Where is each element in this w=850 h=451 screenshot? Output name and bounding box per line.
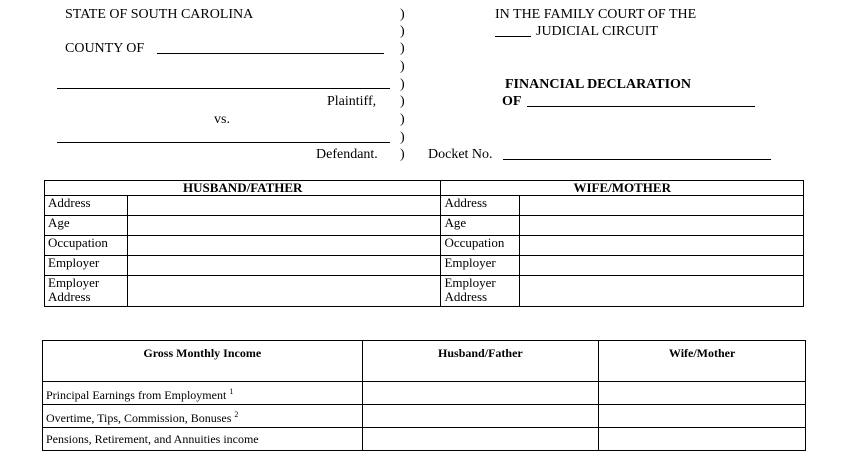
income-label-text: Overtime, Tips, Commission, Bonuses [46,410,232,425]
party-header-row [45,181,804,196]
plaintiff-name-field[interactable] [57,88,390,89]
paren: ) [400,130,405,145]
table-row [45,256,804,276]
wife-header: WIFE/MOTHER [441,181,804,196]
wife-employer-address-field[interactable] [520,276,804,307]
row-label-line: Employer [48,275,100,290]
row-label: Occupation [45,236,128,256]
row-label: Address [45,196,128,216]
husband-age-field[interactable] [127,216,441,236]
footnote-mark: 1 [229,386,234,396]
income-label-text: Principal Earnings from Employment [46,387,227,402]
husband-header: HUSBAND/FATHER [45,181,441,196]
income-label-text: Pensions, Retirement, and Annuities income [46,432,259,446]
document-title: FINANCIAL DECLARATION [505,77,692,92]
husband-pensions-field[interactable] [362,428,599,451]
docket-label: Docket No. [428,147,493,162]
table-row [45,236,804,256]
defendant-label: Defendant. [316,147,378,162]
of-label: OF [502,94,522,109]
court-title: IN THE FAMILY COURT OF THE [495,7,697,22]
row-label: Age [441,216,520,236]
row-label: Employer [45,256,128,276]
wife-col-header: Wife/Mother [599,341,806,382]
row-label: Employer [441,256,520,276]
wife-overtime-field[interactable] [599,405,806,428]
wife-address-field[interactable] [520,196,804,216]
row-label [441,276,520,307]
paren: ) [400,94,405,109]
paren: ) [400,112,405,127]
row-label: Occupation [441,236,520,256]
paren: ) [400,41,405,56]
husband-address-field[interactable] [127,196,441,216]
table-row [45,216,804,236]
husband-overtime-field[interactable] [362,405,599,428]
party-info-table [44,180,804,307]
table-row [45,196,804,216]
plaintiff-label: Plaintiff, [327,94,377,109]
circuit-number-field[interactable] [495,36,531,37]
husband-employer-address-field[interactable] [127,276,441,307]
wife-earnings-field[interactable] [599,382,806,405]
wife-employer-field[interactable] [520,256,804,276]
county-label: COUNTY OF [65,41,145,56]
docket-number-field[interactable] [503,159,771,160]
row-label-line: Address [444,289,488,304]
row-label-line: Employer [444,275,496,290]
table-row [43,428,806,451]
circuit-label: JUDICIAL CIRCUIT [536,24,658,39]
wife-age-field[interactable] [520,216,804,236]
wife-occupation-field[interactable] [520,236,804,256]
row-label: Age [45,216,128,236]
income-label [43,405,363,428]
footnote-mark: 2 [234,409,239,419]
table-row [43,382,806,405]
paren: ) [400,7,405,22]
income-col-header: Gross Monthly Income [43,341,363,382]
row-label: Address [441,196,520,216]
income-label [43,382,363,405]
row-label [45,276,128,307]
paren: ) [400,77,405,92]
county-field[interactable] [157,53,384,54]
income-label [43,428,363,451]
income-table [42,340,806,451]
paren: ) [400,147,405,162]
income-header-row [43,341,806,382]
row-label-line: Address [48,289,91,304]
defendant-name-field[interactable] [57,142,390,143]
table-row [43,405,806,428]
husband-col-header: Husband/Father [362,341,599,382]
husband-occupation-field[interactable] [127,236,441,256]
declarant-field[interactable] [527,106,755,107]
vs-label: vs. [214,112,230,127]
husband-employer-field[interactable] [127,256,441,276]
wife-pensions-field[interactable] [599,428,806,451]
state-label: STATE OF SOUTH CAROLINA [65,7,254,22]
paren: ) [400,24,405,39]
husband-earnings-field[interactable] [362,382,599,405]
paren: ) [400,59,405,74]
table-row [45,276,804,307]
